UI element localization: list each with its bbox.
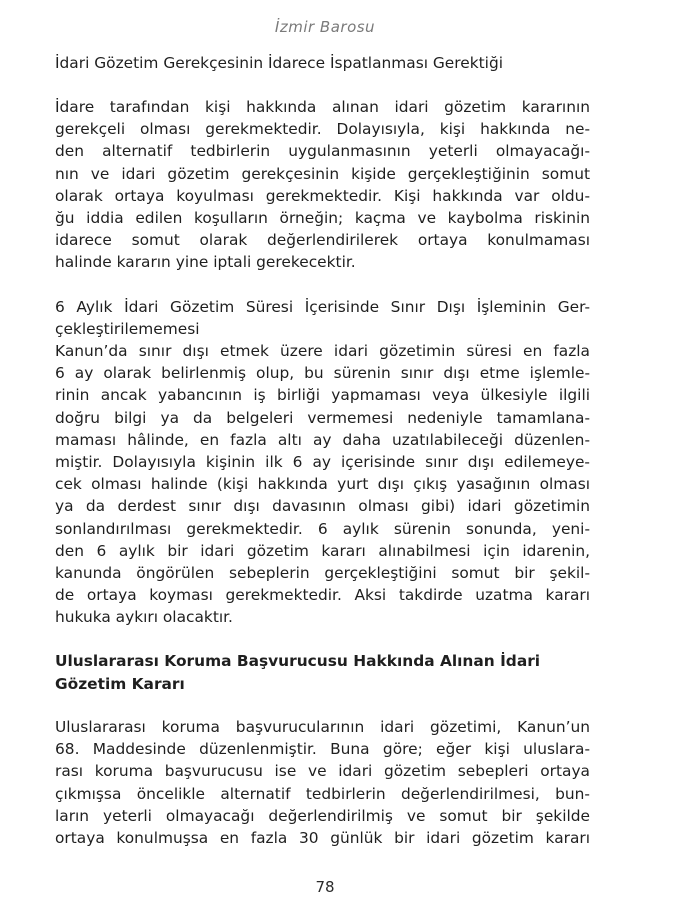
paragraph-line: cek olması halinde (kişi hakkında yurt dışı çıkış yasağının olması	[55, 475, 590, 494]
section-heading-3	[55, 650, 615, 695]
paragraph-line: hukuka aykırı olacaktır.	[55, 608, 233, 627]
section-title: İdari Gözetim Gerekçesinin İdarece İspatlanması Gerektiği	[55, 54, 503, 72]
paragraph-line: 68. Maddesinde düzenlenmiştir. Buna göre; eğer kişi uluslara-	[55, 740, 590, 759]
section-title-line: Uluslararası Koruma Başvurucusu Hakkında Alınan İdari	[55, 652, 541, 670]
section-heading-2	[55, 296, 590, 340]
paragraph-line: ortaya konulmuşsa en fazla 30 günlük bir idari gözetim kararı	[55, 829, 590, 848]
paragraph-1	[55, 96, 590, 274]
paragraph-line: halinde kararın yine iptali gerekecektir.	[55, 253, 356, 272]
page-number: 78	[315, 878, 335, 896]
paragraph-line: miştir. Dolayısıyla kişinin ilk 6 ay içerisinde sınır dışı edilemeye-	[55, 453, 590, 472]
section-title-line: Gözetim Kararı	[55, 674, 185, 693]
paragraph-line: ların yeterli olmayacağı değerlendirilmiş ve somut bir şekilde	[55, 806, 590, 825]
paragraph-line: sonlandırılması gerekmektedir. 6 aylık sürenin sonunda, yeni-	[55, 519, 590, 538]
paragraph-line: İdare tarafından kişi hakkında alınan idari gözetim kararının	[55, 98, 590, 116]
paragraph-line: Kanun’da sınır dışı etmek üzere idari gözetimin süresi en fazla	[55, 342, 590, 360]
paragraph-line: 6 ay olarak belirlenmiş olup, bu sürenin sınır dışı etme işlemle-	[55, 364, 590, 383]
paragraph-line: den alternatif tedbirlerin uygulanmasının yeterli olmayacağı-	[55, 142, 590, 161]
paragraph-line: rası koruma başvurucusu ise ve idari gözetim sebepleri ortaya	[55, 762, 590, 781]
paragraph-2	[55, 340, 590, 629]
paragraph-line: olarak ortaya koyulması gerekmektedir. Kişi hakkında var oldu-	[55, 186, 590, 205]
paragraph-line: kanunda öngörülen sebeplerin gerçekleştiğini somut bir şekil-	[55, 564, 590, 583]
paragraph-line: Uluslararası koruma başvurucularının idari gözetimi, Kanun’un	[55, 718, 590, 736]
paragraph-line: ya da derdest sınır dışı davasının olması gibi) idari gözetimin	[55, 497, 590, 516]
paragraph-line: gerekçeli olması gerekmektedir. Dolayısıyla, kişi hakkında ne-	[55, 120, 590, 139]
paragraph-line: çıkmışsa öncelikle alternatif tedbirlerin değerlendirilmesi, bun-	[55, 784, 590, 803]
paragraph-line: nın ve idari gözetim gerekçesinin kişide gerçekleştiğinin somut	[55, 164, 590, 183]
section-title-line: 6 Aylık İdari Gözetim Süresi İçerisinde Sınır Dışı İşleminin Ger-	[55, 298, 590, 316]
paragraph-line: ğu iddia edilen koşulların örneğin; kaçma ve kaybolma riskinin	[55, 209, 590, 228]
running-header: İzmir Barosu	[274, 18, 376, 36]
paragraph-line: idarece somut olarak değerlendirilerek ortaya konulmaması	[55, 231, 590, 250]
paragraph-line: de ortaya koyması gerekmektedir. Aksi takdirde uzatma kararı	[55, 586, 590, 605]
paragraph-3	[55, 716, 590, 849]
paragraph-line: maması hâlinde, en fazla altı ay daha uzatılabileceği düzenlen-	[55, 430, 590, 449]
section-title-line: çekleştirilememesi	[55, 320, 200, 339]
paragraph-line: den 6 aylık bir idari gözetim kararı alınabilmesi için idarenin,	[55, 541, 590, 560]
section-heading-1	[55, 52, 590, 74]
paragraph-line: doğru bilgi ya da belgeleri vermemesi nedeniyle tamamlana-	[55, 408, 590, 427]
paragraph-line: rinin ancak yabancının iş birliği yapmaması veya ülkesiyle ilgili	[55, 386, 590, 405]
